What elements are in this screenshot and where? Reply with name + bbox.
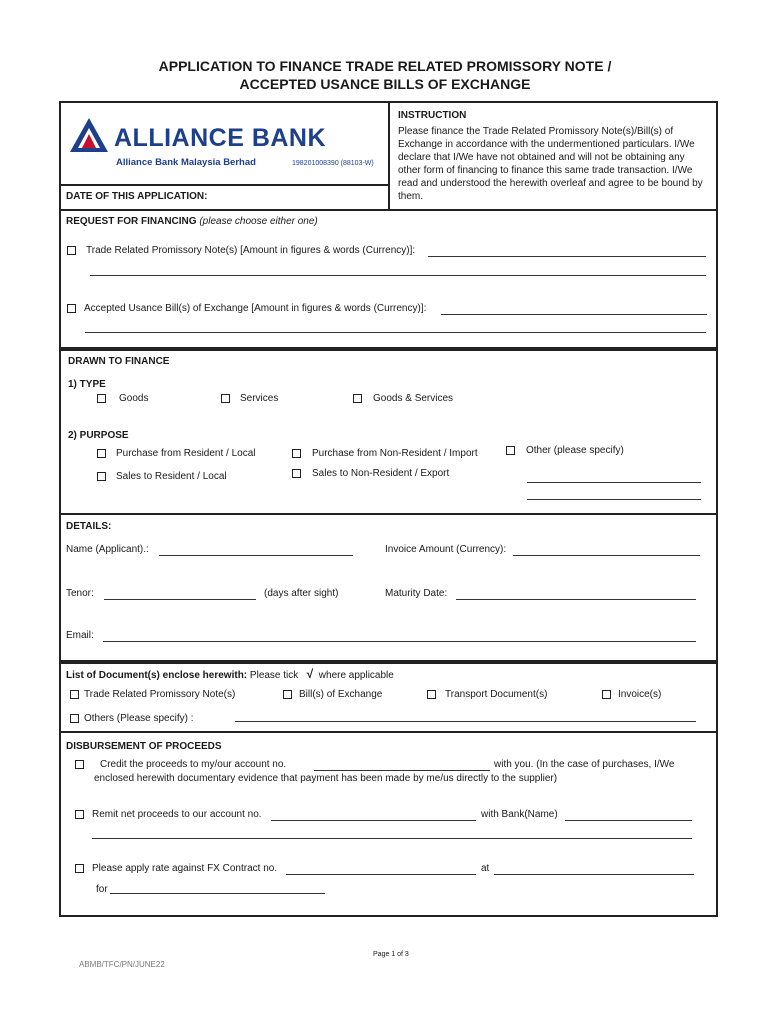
request-note: (please choose either one) [199,216,318,227]
usance-amount-field-2[interactable] [85,332,706,333]
sales-resident-checkbox[interactable] [97,472,106,481]
promissory-note-checkbox[interactable] [67,246,76,255]
date-field[interactable] [230,188,382,206]
remit-account-field[interactable] [271,820,476,821]
remit-label: Remit net proceeds to our account no. [92,809,262,820]
fx-at-label: at [481,863,490,874]
instruction-line: Please finance the Trade Related Promissory Note(s)/Bill(s) of [398,126,674,137]
usance-bill-label: Accepted Usance Bill(s) of Exchange [Amount in figures & words (Currency)]: [84,303,427,314]
request-section [59,209,718,349]
fx-contract-field[interactable] [286,874,476,875]
purpose-label: 2) PURPOSE [68,430,129,441]
instruction-line: Exchange in accordance with the undermentioned particulars. I/We [398,139,695,150]
credit-checkbox[interactable] [75,760,84,769]
applicant-name-label: Name (Applicant).: [66,544,149,555]
drawn-heading: DRAWN TO FINANCE [68,356,170,367]
fx-label: Please apply rate against FX Contract no. [92,863,278,874]
doc-invoice-label: Invoice(s) [618,689,662,700]
credit-label-2: with you. (In the case of purchases, I/We [494,759,675,770]
request-heading [66,216,318,228]
doc-transport-checkbox[interactable] [427,690,436,699]
purchase-resident-label: Purchase from Resident / Local [116,448,256,459]
sales-nonresident-checkbox[interactable] [292,469,301,478]
email-field[interactable] [103,641,696,642]
type-label: 1) TYPE [68,379,106,390]
other-purpose-field[interactable] [527,482,701,483]
doc-transport-label: Transport Document(s) [445,689,548,700]
doc-promissory-label: Trade Related Promissory Note(s) [84,689,236,700]
services-checkbox[interactable] [221,394,230,403]
form-code: ABMB/TFC/PN/JUNE22 [79,960,165,969]
instruction-line: declare that I/We have not obtained and will not be obtaining any [398,152,685,163]
goods-label: Goods [119,393,149,404]
purchase-nonresident-label: Purchase from Non-Resident / Import [312,448,478,459]
form-title-line1: APPLICATION TO FINANCE TRADE RELATED PROMISSORY NOTE / [158,58,612,74]
sales-nonresident-label: Sales to Non-Resident / Export [312,468,450,479]
bank-subname: Alliance Bank Malaysia Berhad [116,157,256,168]
bank-reg: 198201008390 (88103-W) [292,160,374,167]
usance-bill-checkbox[interactable] [67,304,76,313]
date-label: DATE OF THIS APPLICATION: [66,191,208,202]
promissory-note-label: Trade Related Promissory Note(s) [Amount in figures & words (Currency)]: [86,245,416,256]
tenor-label: Tenor: [66,588,94,599]
details-heading: DETAILS: [66,521,112,532]
fx-checkbox[interactable] [75,864,84,873]
doc-bill-checkbox[interactable] [283,690,292,699]
usance-amount-field[interactable] [441,314,707,315]
goods-checkbox[interactable] [97,394,106,403]
doc-invoice-checkbox[interactable] [602,690,611,699]
purchase-resident-checkbox[interactable] [97,449,106,458]
fx-rate-field[interactable] [494,874,694,875]
email-label: Email: [66,630,94,641]
request-heading-text: REQUEST FOR FINANCING [66,216,197,227]
invoice-amount-field[interactable] [513,555,700,556]
date-divider [59,184,390,186]
instruction-line: other form of financing to finance this same trade transaction. I/We [398,165,693,176]
invoice-amount-label: Invoice Amount (Currency): [385,544,507,555]
doc-promissory-checkbox[interactable] [70,690,79,699]
instruction-line: read and understood the herewith overleaf and agree to be bound by [398,178,703,189]
instruction-heading: INSTRUCTION [398,110,467,121]
drawn-section [59,349,718,515]
form-title-line2: ACCEPTED USANCE BILLS OF EXCHANGE [239,76,531,92]
doc-bill-label: Bill(s) of Exchange [299,689,383,700]
maturity-date-field[interactable] [456,599,696,600]
sales-resident-label: Sales to Resident / Local [116,471,227,482]
remit-bank-field[interactable] [565,820,692,821]
maturity-date-label: Maturity Date: [385,588,448,599]
bank-name: ALLIANCE BANK [114,124,327,152]
days-after-sight-label: (days after sight) [264,588,339,599]
applicant-name-field[interactable] [159,555,353,556]
remit-bank-label: with Bank(Name) [481,809,558,820]
tenor-field[interactable] [104,599,256,600]
tick-instruction: Please tick [249,670,299,681]
purchase-nonresident-checkbox[interactable] [292,449,301,458]
doc-others-field[interactable] [235,721,696,722]
documents-heading-text: List of Document(s) enclose herewith: [66,670,248,681]
remit-checkbox[interactable] [75,810,84,819]
doc-others-checkbox[interactable] [70,714,79,723]
credit-account-field[interactable] [314,770,490,771]
other-purpose-field-2[interactable] [527,499,701,500]
instruction-line: them. [398,191,424,202]
page-number: Page 1 of 3 [373,951,409,958]
fx-for-label: for [96,884,108,895]
other-purpose-checkbox[interactable] [506,446,515,455]
other-purpose-label: Other (please specify) [526,445,624,456]
header-divider [388,101,390,211]
promissory-amount-field[interactable] [428,256,706,257]
tick-mark: √ [306,667,314,681]
remit-extra-field[interactable] [92,838,692,839]
documents-heading [66,668,394,682]
where-applicable: where applicable [318,670,394,681]
goods-and-services-checkbox[interactable] [353,394,362,403]
doc-others-label: Others (Please specify) : [84,713,194,724]
goods-and-services-label: Goods & Services [373,393,454,404]
promissory-amount-field-2[interactable] [90,275,706,276]
credit-label: Credit the proceeds to my/our account no. [100,759,287,770]
disbursement-heading: DISBURSEMENT OF PROCEEDS [66,741,222,752]
fx-for-field[interactable] [110,893,325,894]
services-label: Services [240,393,279,404]
credit-label-3: enclosed herewith documentary evidence that payment has been made by me/us directly to the supplier) [94,773,558,784]
alliance-bank-logo-icon [70,118,108,152]
